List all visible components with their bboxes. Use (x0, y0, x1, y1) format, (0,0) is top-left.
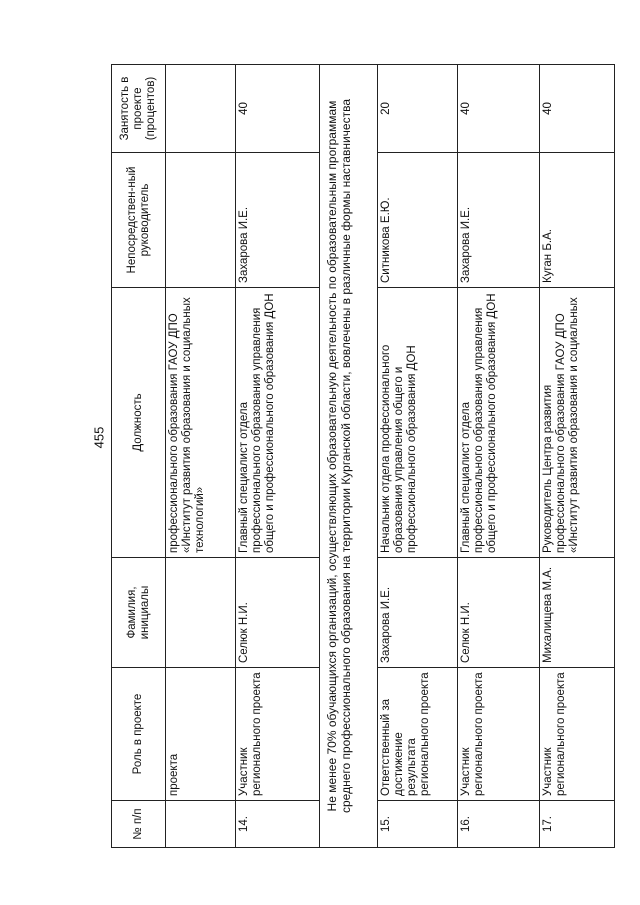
header-supervisor: Непосредствен-ный руководитель (112, 153, 166, 288)
cell-num: 15. (378, 801, 458, 848)
cell-num: 16. (458, 801, 540, 848)
cell-role: Участник регионального проекта (540, 668, 615, 801)
cell-supervisor: Захарова И.Е. (236, 153, 320, 288)
cell-position: Начальник отдела профессионального образования управления общего и профессионального образования ДОН (378, 288, 458, 558)
project-team-table (111, 64, 615, 848)
cell-role: проекта (166, 668, 236, 801)
cell-role: Ответственный за достижение результата регионального проекта (378, 668, 458, 801)
table-row (458, 65, 540, 848)
cell-role: Участник регионального проекта (458, 668, 540, 801)
cell-num: 14. (236, 801, 320, 848)
header-role: Роль в проекте (112, 668, 166, 801)
cell-employment (166, 65, 236, 153)
cell-employment: 40 (540, 65, 615, 153)
header-position: Должность (112, 288, 166, 558)
cell-supervisor (166, 153, 236, 288)
header-row (112, 65, 166, 848)
cell-employment: 20 (378, 65, 458, 153)
section-row (320, 65, 378, 848)
cell-position: профессионального образования ГАОУ ДПО «Институт развития образования и социальных технологий» (166, 288, 236, 558)
table-row (540, 65, 615, 848)
cell-employment: 40 (458, 65, 540, 153)
project-team-table-rotated (111, 65, 614, 848)
cell-employment: 40 (236, 65, 320, 153)
section-heading: Не менее 70% обучающихся организаций, осуществляющих образовательную деятельность по образовательным программам среднего профессионального образования на территории Курганской области, вовлечены в различные формы наставничества (320, 65, 378, 848)
table-row (236, 65, 320, 848)
cell-name (166, 558, 236, 668)
table-row (166, 65, 236, 848)
cell-position: Главный специалист отдела профессионального образования управления общего и профессионального образования ДОН (458, 288, 540, 558)
header-name: Фамилия, инициалы (112, 558, 166, 668)
cell-name: Михалищева М.А. (540, 558, 615, 668)
cell-num (166, 801, 236, 848)
header-employment: Занятость в проекте (процентов) (112, 65, 166, 153)
cell-role: Участник регионального проекта (236, 668, 320, 801)
table-row (378, 65, 458, 848)
cell-supervisor: Куган Б.А. (540, 153, 615, 288)
cell-name: Захарова И.Е. (378, 558, 458, 668)
cell-supervisor: Захарова И.Е. (458, 153, 540, 288)
cell-name: Селюк Н.И. (458, 558, 540, 668)
cell-position: Главный специалист отдела профессионального образования управления общего и профессионального образования ДОН (236, 288, 320, 558)
cell-position: Руководитель Центра развития профессионального образования ГАОУ ДПО «Институт развития образования и социальных (540, 288, 615, 558)
page-number: 455 (91, 426, 107, 449)
cell-name: Селюк Н.И. (236, 558, 320, 668)
header-num: № п/п (112, 801, 166, 848)
cell-supervisor: Ситникова Е.Ю. (378, 153, 458, 288)
cell-num: 17. (540, 801, 615, 848)
